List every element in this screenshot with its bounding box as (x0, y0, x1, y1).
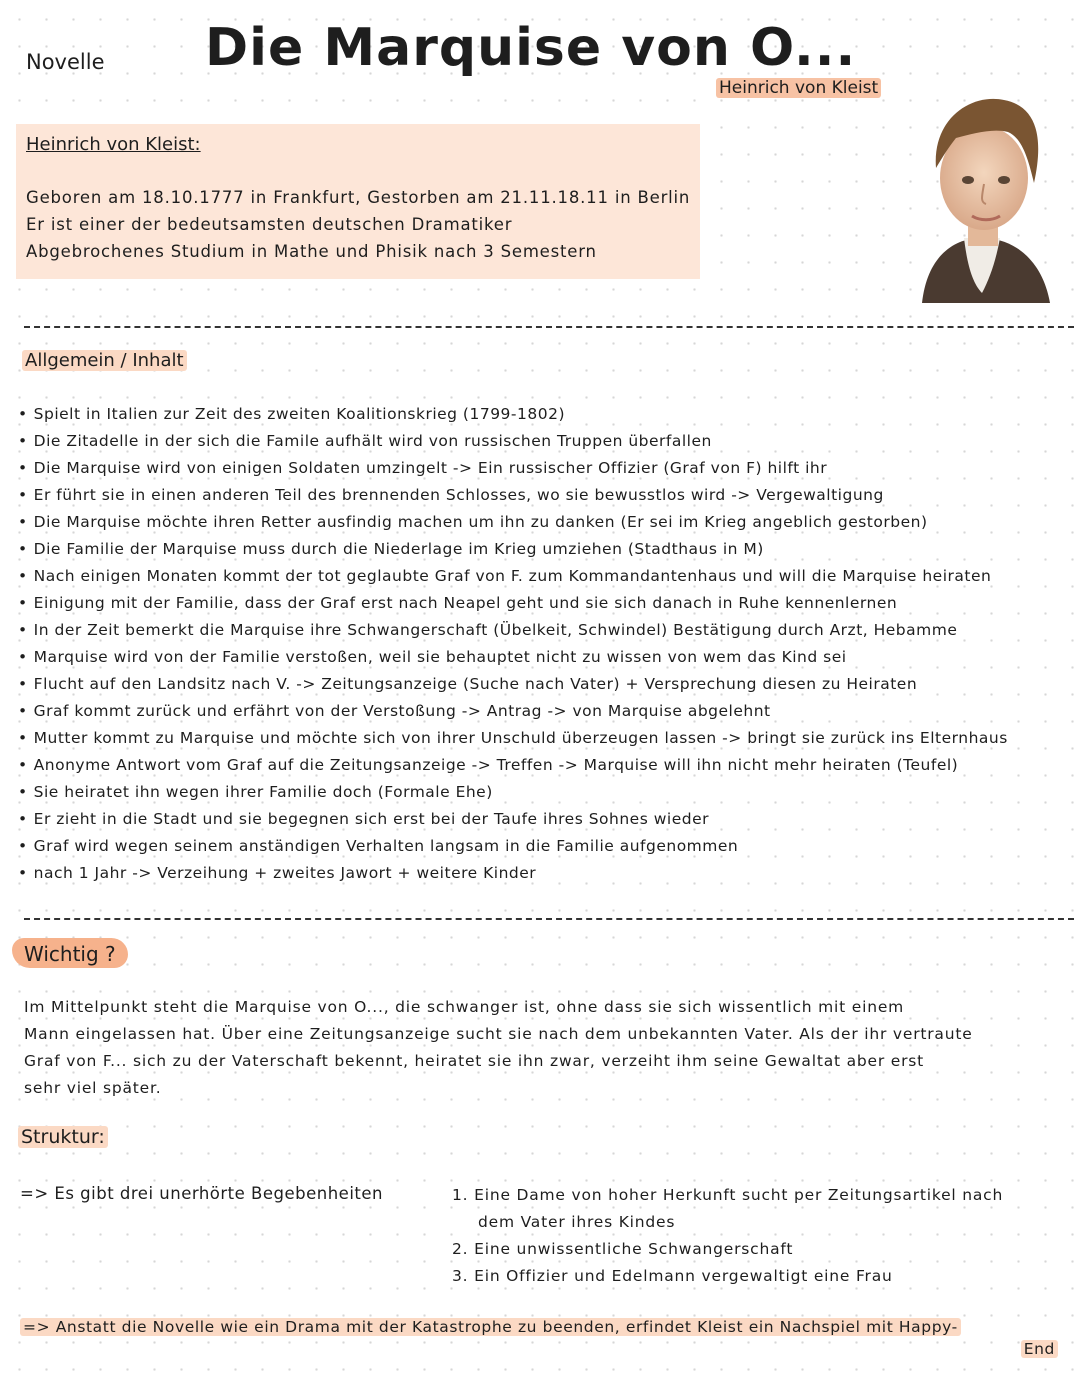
bio-line: Abgebrochenes Studium in Mathe und Phisik nach 3 Semestern (26, 242, 597, 261)
author-tag: Heinrich von Kleist (716, 78, 881, 98)
bio-heading: Heinrich von Kleist: (26, 134, 201, 155)
content-bullet: • In der Zeit bemerkt die Marquise ihre Schwangerschaft (Übelkeit, Schwindel) Bestätigung durch Arzt, Hebamme (18, 621, 957, 639)
page-title: Die Marquise von O... (205, 18, 857, 78)
content-bullet: • Graf wird wegen seinem anständigen Verhalten langsam in die Familie aufgenommen (18, 837, 738, 855)
bio-line: Geboren am 18.10.1777 in Frankfurt, Gestorben am 21.11.18.11 in Berlin (26, 188, 691, 207)
content-bullet: • Er führt sie in einen anderen Teil des brennenden Schlosses, wo sie bewusstlos wird -> Vergewaltigung (18, 486, 884, 504)
content-bullet: • nach 1 Jahr -> Verzeihung + zweites Jawort + weitere Kinder (18, 864, 536, 882)
summary-line: sehr viel später. (24, 1079, 162, 1097)
struktur-intro: => Es gibt drei unerhörte Begebenheiten (20, 1184, 383, 1203)
bio-line: Er ist einer der bedeutsamsten deutschen Dramatiker (26, 215, 513, 234)
content-bullet: • Die Familie der Marquise muss durch die Niederlage im Krieg umziehen (Stadthaus in M) (18, 540, 764, 558)
section-heading-wichtig: Wichtig ? (12, 938, 128, 968)
content-bullet: • Anonyme Antwort vom Graf auf die Zeitungsanzeige -> Treffen -> Marquise will ihn nicht mehr heiraten (Teufel) (18, 756, 958, 774)
section-divider (24, 918, 1074, 920)
summary-line: Graf von F... sich zu der Vaterschaft bekennt, heiratet sie ihn zwar, verzeiht ihm seine Gewaltat aber erst (24, 1052, 925, 1070)
conclusion-line: End (1021, 1340, 1058, 1358)
content-bullet: • Die Marquise möchte ihren Retter ausfindig machen um ihn zu danken (Er sei im Krieg angeblich gestorben) (18, 513, 928, 531)
summary-line: Mann eingelassen hat. Über eine Zeitungsanzeige sucht sie nach dem unbekannten Vater. Als der ihr vertraute (24, 1025, 973, 1043)
content-bullet: • Er zieht in die Stadt und sie begegnen sich erst bei der Taufe ihres Sohnes wieder (18, 810, 709, 828)
struktur-item: 3. Ein Offizier und Edelmann vergewaltigt eine Frau (452, 1267, 893, 1285)
content-bullet: • Mutter kommt zu Marquise und möchte sich von ihrer Unschuld überzeugen lassen -> bringt sie zurück ins Elternhaus (18, 729, 1008, 747)
content-bullet: • Spielt in Italien zur Zeit des zweiten Koalitionskrieg (1799-1802) (18, 405, 565, 423)
content-bullet: • Einigung mit der Familie, dass der Graf erst nach Neapel geht und sie sich danach in Ruhe kennenlernen (18, 594, 897, 612)
summary-line: Im Mittelpunkt steht die Marquise von O..., die schwanger ist, ohne dass sie sich wissentlich mit einem (24, 998, 905, 1016)
struktur-item: 1. Eine Dame von hoher Herkunft sucht per Zeitungsartikel nach (452, 1186, 1004, 1204)
content-bullet: • Die Zitadelle in der sich die Famile aufhält wird von russischen Truppen überfallen (18, 432, 712, 450)
portrait-illustration (912, 88, 1054, 308)
section-heading-allgemein: Allgemein / Inhalt (22, 350, 187, 371)
content-bullet: • Graf kommt zurück und erfährt von der Verstoßung -> Antrag -> von Marquise abgelehnt (18, 702, 771, 720)
content-bullet: • Sie heiratet ihn wegen ihrer Familie doch (Formale Ehe) (18, 783, 493, 801)
struktur-item: 2. Eine unwissentliche Schwangerschaft (452, 1240, 794, 1258)
content-bullet: • Nach einigen Monaten kommt der tot geglaubte Graf von F. zum Kommandantenhaus und will die Marquise heiraten (18, 567, 991, 585)
genre-label: Novelle (26, 50, 105, 74)
section-divider (24, 326, 1074, 328)
section-heading-struktur: Struktur: (18, 1126, 108, 1148)
content-bullet: • Flucht auf den Landsitz nach V. -> Zeitungsanzeige (Suche nach Vater) + Versprechung diesen zu Heiraten (18, 675, 917, 693)
struktur-item: dem Vater ihres Kindes (478, 1213, 676, 1231)
content-bullet: • Die Marquise wird von einigen Soldaten umzingelt -> Ein russischer Offizier (Graf von F) hilft ihr (18, 459, 827, 477)
content-bullet: • Marquise wird von der Familie verstoßen, weil sie behauptet nicht zu wissen von wem das Kind sei (18, 648, 847, 666)
conclusion-line: => Anstatt die Novelle wie ein Drama mit der Katastrophe zu beenden, erfindet Kleist ein Nachspiel mit Happy- (20, 1318, 961, 1336)
conclusion (20, 1318, 1070, 1358)
